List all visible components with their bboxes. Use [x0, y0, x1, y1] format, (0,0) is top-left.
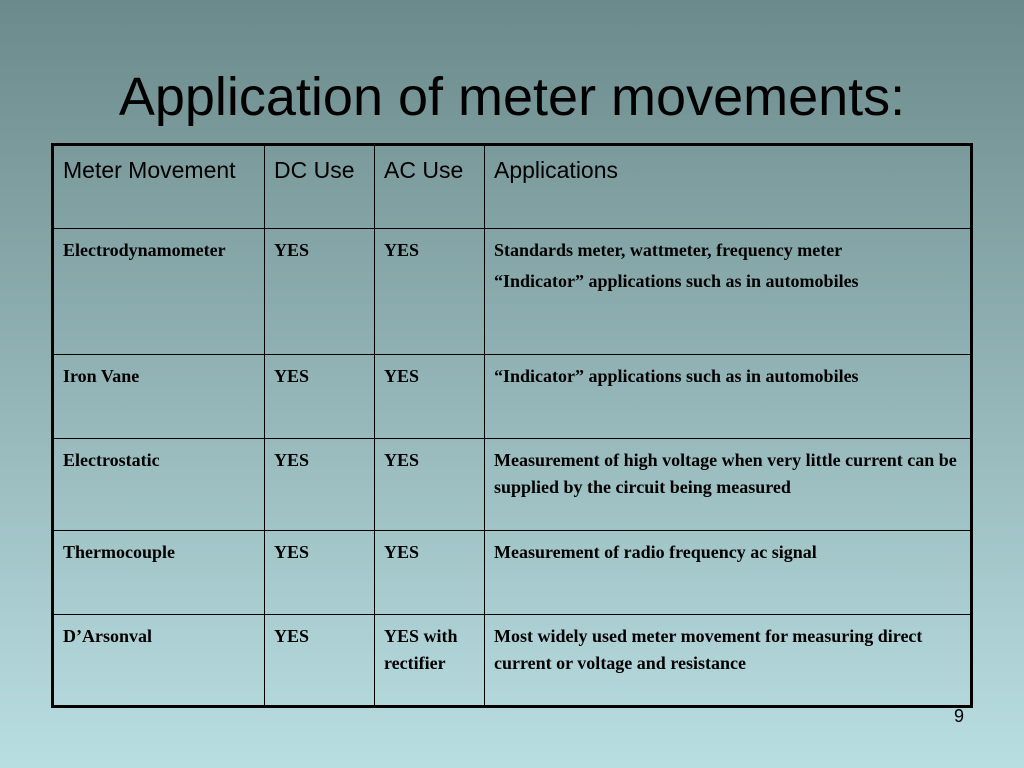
- table-row: [53, 615, 972, 707]
- cell-movement: Iron Vane: [53, 355, 265, 439]
- cell-ac-use: YES: [375, 439, 485, 531]
- table-row: [53, 229, 972, 355]
- cell-ac-use: YES with rectifier: [375, 615, 485, 707]
- table-row: [53, 531, 972, 615]
- application-text: Most widely used meter movement for measuring direct current or voltage and resistance: [494, 626, 923, 673]
- cell-movement: Electrodynamometer: [53, 229, 265, 355]
- header-meter-movement: Meter Movement: [53, 145, 265, 229]
- cell-ac-use: YES: [375, 531, 485, 615]
- cell-applications: [485, 615, 972, 707]
- cell-applications: [485, 355, 972, 439]
- cell-applications: [485, 439, 972, 531]
- application-text: “Indicator” applications such as in automobiles: [494, 271, 859, 291]
- cell-movement: Thermocouple: [53, 531, 265, 615]
- cell-dc-use: YES: [265, 355, 375, 439]
- table-row: [53, 439, 972, 531]
- cell-dc-use: YES: [265, 531, 375, 615]
- meter-applications-table: [51, 143, 973, 708]
- application-text: Standards meter, wattmeter, frequency meter: [494, 240, 843, 260]
- header-ac-use: AC Use: [375, 145, 485, 229]
- application-text: Measurement of high voltage when very little current can be supplied by the circuit being measured: [494, 450, 957, 497]
- application-text: “Indicator” applications such as in automobiles: [494, 366, 859, 386]
- cell-movement: D’Arsonval: [53, 615, 265, 707]
- header-dc-use: DC Use: [265, 145, 375, 229]
- table-row: [53, 355, 972, 439]
- cell-movement: Electrostatic: [53, 439, 265, 531]
- cell-ac-use: YES: [375, 355, 485, 439]
- cell-dc-use: YES: [265, 615, 375, 707]
- cell-dc-use: YES: [265, 439, 375, 531]
- cell-dc-use: YES: [265, 229, 375, 355]
- application-text: Measurement of radio frequency ac signal: [494, 542, 817, 562]
- cell-applications: [485, 229, 972, 355]
- slide-title: Application of meter movements:: [118, 67, 906, 127]
- page-number: 9: [953, 706, 964, 726]
- header-applications: Applications: [485, 145, 972, 229]
- cell-applications: [485, 531, 972, 615]
- table-header-row: [53, 145, 972, 229]
- cell-ac-use: YES: [375, 229, 485, 355]
